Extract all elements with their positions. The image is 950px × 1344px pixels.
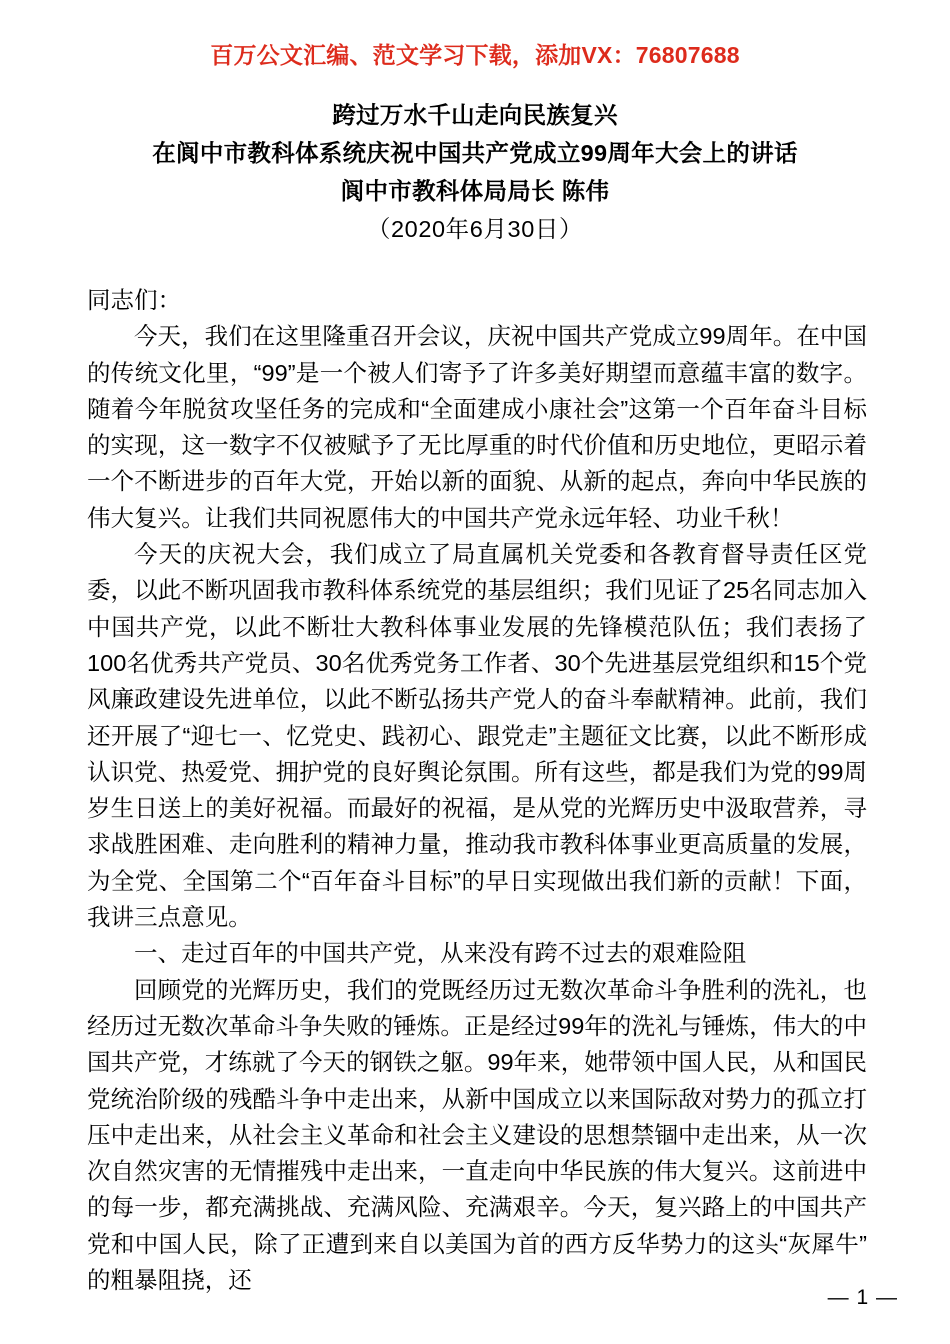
document-body [87,282,867,1298]
salutation: 同志们： [87,287,182,313]
document-main-title: 跨过万水千山走向民族复兴 [332,102,618,128]
body-paragraph: 今天，我们在这里隆重召开会议，庆祝中国共产党成立99周年。在中国的传统文化里，“99”是一个被人们寄予了许多美好期望而意蕴丰富的数字。随着今年脱贫攻坚任务的完成和“全面建成小康社会”这第一个百年奋斗目标的实现，这一数字不仅被赋予了无比厚重的时代价值和历史地位，更昭示着一个不断进步的百年大党，开始以新的面貌、从新的起点，奔向中华民族的伟大复兴。让我们共同祝愿伟大的中国共产党永远年轻、功业千秋！ [87,323,867,531]
document-date: （2020年6月30日） [366,216,584,242]
document-title-block [0,96,950,248]
body-paragraph: 回顾党的光辉历史，我们的党既经历过无数次革命斗争胜利的洗礼，也经历过无数次革命斗争失败的锤炼。正是经过99年的洗礼与锤炼，伟大的中国共产党，才练就了今天的钢铁之躯。99年来，她带领中国人民，从和国民党统治阶级的残酷斗争中走出来，从新中国成立以来国际敌对势力的孤立打压中走出来，从社会主义革命和社会主义建设的思想禁锢中走出来，从一次次自然灾害的无情摧残中走出来，一直走向中华民族的伟大复兴。这前进中的每一步，都充满挑战、充满风险、充满艰辛。今天，复兴路上的中国共产党和中国人民，除了正遭到来自以美国为首的西方反华势力的这头“灰犀牛”的粗暴阻挠，还 [87,976,867,1294]
section-heading-one: 一、走过百年的中国共产党，从来没有跨不过去的艰难险阻 [134,940,747,967]
body-paragraph: 今天的庆祝大会，我们成立了局直属机关党委和各教育督导责任区党委，以此不断巩固我市教科体系统党的基层组织；我们见证了25名同志加入中国共产党，以此不断壮大教科体事业发展的先锋模范队伍；我们表扬了100名优秀共产党员、30名优秀党务工作者、30个先进基层党组织和15个党风廉政建设先进单位，以此不断弘扬共产党人的奋斗奉献精神。此前，我们还开展了“迎七一、忆党史、践初心、跟党走”主题征文比赛，以此不断形成认识党、热爱党、拥护党的良好舆论氛围。所有这些，都是我们为党的99周岁生日送上的美好祝福。而最好的祝福，是从党的光辉历史中汲取营养，寻求战胜困难、走向胜利的精神力量，推动我市教科体事业更高质量的发展，为全党、全国第二个“百年奋斗目标”的早日实现做出我们新的贡献！下面，我讲三点意见。 [87,541,867,931]
page-number-footer: — 1 — [827,1286,898,1309]
document-subtitle: 在阆中市教科体系统庆祝中国共产党成立99周年大会上的讲话 [152,140,798,166]
promo-banner: 百万公文汇编、范文学习下载，添加VX：76807688 [210,42,740,68]
document-author: 阆中市教科体局局长 陈伟 [340,178,610,204]
